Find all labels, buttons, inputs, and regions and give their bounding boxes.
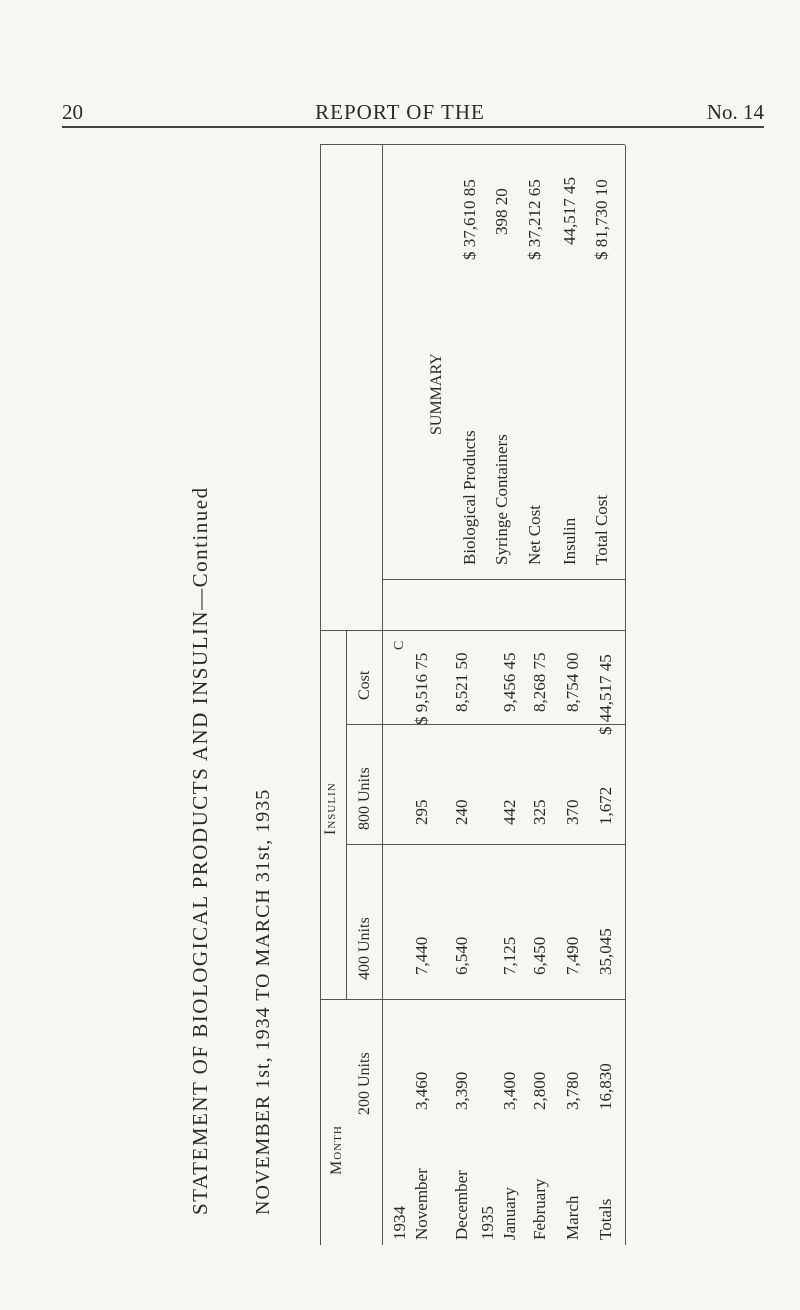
summary-amount-insulin: 44,517 45 bbox=[560, 177, 579, 245]
row-month-january: January bbox=[500, 1187, 519, 1240]
cell-800-jan: 442 bbox=[500, 799, 519, 825]
summary-amount-biological: $ 37,610 85 bbox=[460, 179, 479, 260]
cell-800-feb: 325 bbox=[530, 799, 549, 825]
cell-cost-jan: 9,456 45 bbox=[500, 652, 519, 712]
group-header-insulin: Insulin bbox=[322, 782, 339, 835]
cell-400-dec: 6,540 bbox=[452, 936, 471, 975]
cell-200-jan: 3,400 bbox=[500, 1071, 519, 1110]
insulin-table bbox=[320, 145, 630, 1245]
summary-label-netcost: Net Cost bbox=[525, 505, 544, 565]
cell-400-jan: 7,125 bbox=[500, 936, 519, 975]
cell-800-nov: 295 bbox=[412, 799, 431, 825]
cell-cost-dec: 8,521 50 bbox=[452, 652, 471, 712]
cell-800-dec: 240 bbox=[452, 799, 471, 825]
col-header-800: 800 Units bbox=[356, 767, 373, 830]
cell-200-dec: 3,390 bbox=[452, 1071, 471, 1110]
cell-200-nov: 3,460 bbox=[412, 1071, 431, 1110]
col-header-400: 400 Units bbox=[356, 917, 373, 980]
row-year-1934: 1934 bbox=[390, 1206, 409, 1240]
cell-400-total: 35,045 bbox=[596, 928, 615, 975]
summary-label-insulin: Insulin bbox=[560, 517, 579, 565]
summary-amount-netcost: $ 37,212 65 bbox=[525, 179, 544, 260]
row-month-december: December bbox=[452, 1170, 471, 1240]
page-number: 20 bbox=[62, 100, 83, 124]
statement-title: STATEMENT OF BIOLOGICAL PRODUCTS AND INSULIN—Continued bbox=[188, 486, 212, 1215]
cell-400-nov: 7,440 bbox=[412, 936, 431, 975]
cell-cost-nov: $ 9,516 75 bbox=[412, 652, 431, 725]
cell-200-total: 16,830 bbox=[596, 1063, 615, 1110]
row-totals: Totals bbox=[596, 1198, 615, 1240]
cell-cost-mar: 8,754 00 bbox=[563, 652, 582, 712]
cell-cost-feb: 8,268 75 bbox=[530, 652, 549, 712]
cell-800-total: 1,672 bbox=[596, 786, 615, 825]
row-month-november: November bbox=[412, 1168, 431, 1240]
report-title: REPORT OF THE bbox=[315, 100, 485, 124]
cell-400-mar: 7,490 bbox=[563, 936, 582, 975]
statement-subtitle: NOVEMBER 1st, 1934 TO MARCH 31st, 1935 bbox=[252, 788, 274, 1215]
summary-title: SUMMARY bbox=[428, 353, 445, 435]
cell-cost-total: $ 44,517 45 bbox=[596, 654, 615, 735]
summary-label-syringe: Syringe Containers bbox=[492, 434, 511, 565]
cell-400-feb: 6,450 bbox=[530, 936, 549, 975]
cost-unit-note: C bbox=[392, 640, 407, 650]
row-month-february: February bbox=[530, 1178, 549, 1240]
col-header-cost: Cost bbox=[356, 670, 373, 700]
summary-amount-total: $ 81,730 10 bbox=[592, 179, 611, 260]
summary-label-biological: Biological Products bbox=[460, 430, 479, 565]
summary-amount-syringe: 398 20 bbox=[492, 188, 511, 235]
col-header-month: Month bbox=[328, 1125, 345, 1175]
header-rule bbox=[62, 126, 764, 128]
col-header-200: 200 Units bbox=[356, 1052, 373, 1115]
row-month-march: March bbox=[563, 1195, 582, 1240]
row-year-1935: 1935 bbox=[478, 1206, 497, 1240]
cell-800-mar: 370 bbox=[563, 799, 582, 825]
cell-200-mar: 3,780 bbox=[563, 1071, 582, 1110]
summary-label-total: Total Cost bbox=[592, 494, 611, 565]
issue-number: No. 14 bbox=[706, 100, 764, 124]
page-header bbox=[0, 0, 800, 130]
cell-200-feb: 2,800 bbox=[530, 1071, 549, 1110]
